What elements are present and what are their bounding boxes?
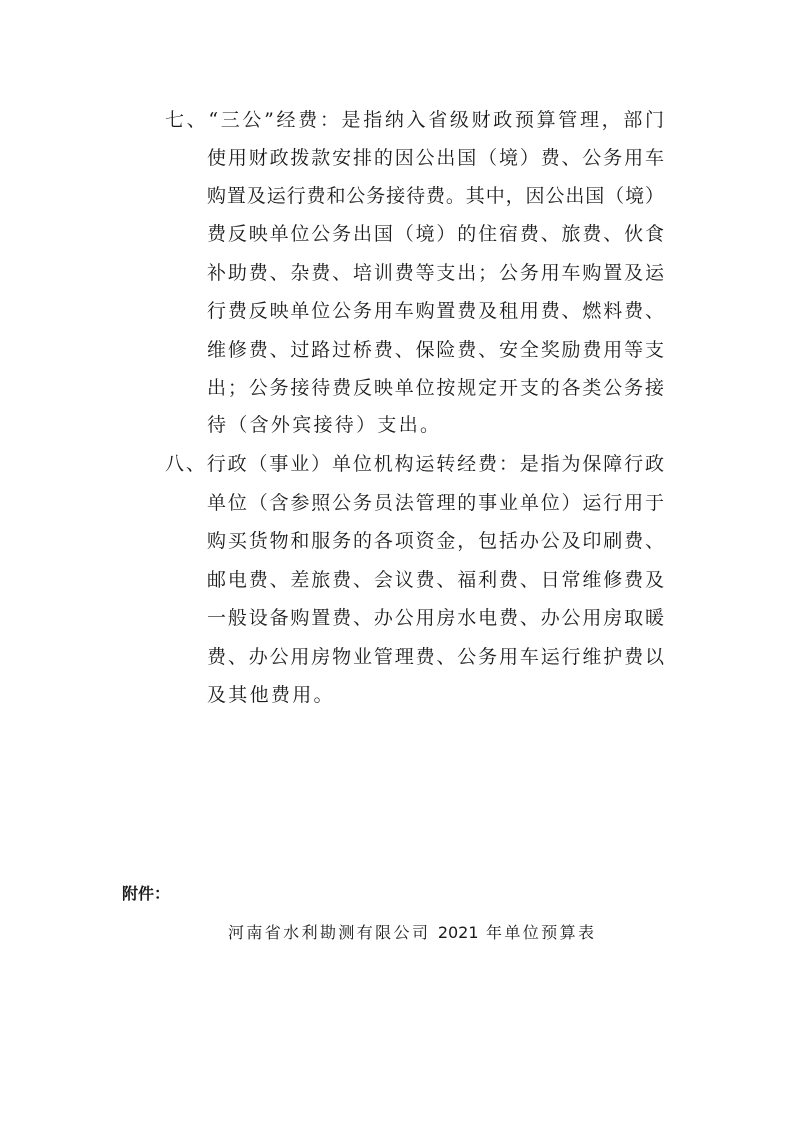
- paragraph-line: 补助费、杂费、培训费等支出；公务用车购置及运: [207, 262, 664, 284]
- paragraph-line: 使用财政拨款安排的因公出国（境）费、公务用车: [207, 147, 664, 169]
- paragraph-line: 维修费、过路过桥费、保险费、安全奖励费用等支: [207, 339, 664, 361]
- paragraph-line: 费反映单位公务出国（境）的住宿费、旅费、伙食: [207, 223, 664, 245]
- attachment-title: 河南省水利勘测有限公司 2021 年单位预算表: [228, 923, 594, 942]
- paragraph-line: 行费反映单位公务用车购置费及租用费、燃料费、: [207, 300, 664, 322]
- paragraph-line: 邮电费、差旅费、会议费、福利费、日常维修费及: [207, 569, 664, 591]
- paragraph-line: 七、“三公”经费：是指纳入省级财政预算管理，部门: [165, 109, 664, 131]
- paragraph-line: 出；公务接待费反映单位按规定开支的各类公务接: [207, 377, 664, 399]
- paragraph-line: 一般设备购置费、办公用房水电费、办公用房取暖: [207, 607, 664, 629]
- paragraph-line: 及其他费用。: [207, 684, 335, 706]
- paragraph-line: 待（含外宾接待）支出。: [207, 414, 442, 436]
- paragraph-line: 八、行政（事业）单位机构运转经费：是指为保障行政: [165, 453, 664, 475]
- paragraph-line: 单位（含参照公务员法管理的事业单位）运行用于: [207, 492, 664, 514]
- paragraph-line: 购买货物和服务的各项资金，包括办公及印刷费、: [207, 530, 664, 552]
- paragraph-line: 费、办公用房物业管理费、公务用车运行维护费以: [207, 646, 664, 668]
- paragraph-line: 购置及运行费和公务接待费。其中，因公出国（境）: [207, 185, 664, 207]
- attachment-label: 附件：: [122, 884, 171, 903]
